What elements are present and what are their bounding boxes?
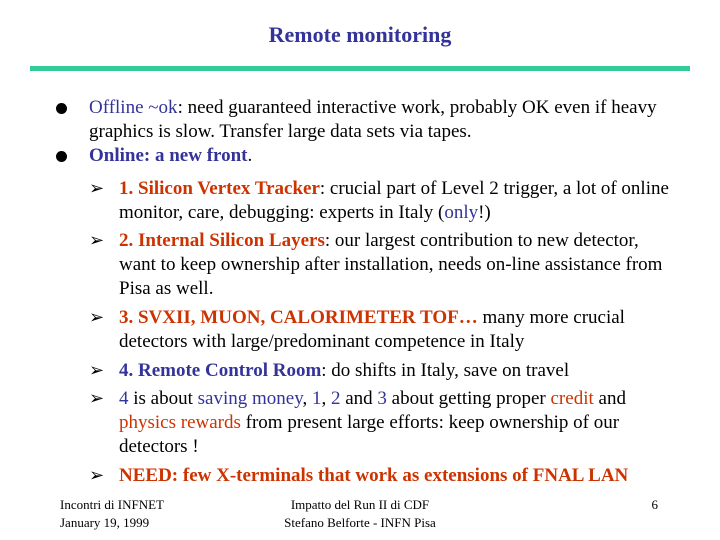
subbullet-isl [89, 229, 679, 301]
remote-control-label: 4. Remote Control Room [119, 360, 322, 381]
arrow-icon: ➢ [89, 388, 105, 409]
isl-text: : our largest contribution to new detector, want to keep ownership after installation, needs on-line assistance from Pisa as well. [119, 230, 663, 299]
svt-text: : crucial part of Level 2 trigger, a lot of online monitor, care, debugging: experts in Italy ( [119, 178, 669, 223]
svxii-text: many more crucial detectors with large/predominant competence in Italy [119, 307, 625, 352]
bullet-dot-icon [56, 151, 67, 162]
footer-center [0, 496, 720, 532]
online-text: . [247, 145, 253, 166]
saving-text-a: is about [128, 388, 198, 409]
saving-num-2: 2 [330, 388, 341, 409]
online-label: Online: a new front [89, 145, 248, 166]
footer-date: January 19, 1999 [60, 515, 150, 530]
saving-sep-1: , [302, 388, 312, 409]
bullet-online [89, 144, 689, 168]
saving-text-c: from present large efforts: keep ownership of our detectors ! [119, 412, 620, 457]
isl-label: 2. Internal Silicon Layers [119, 230, 325, 251]
footer-talk-title: Impatto del Run II di CDF [290, 497, 430, 512]
saving-text-b: about getting proper [386, 388, 551, 409]
saving-and: and [340, 388, 378, 409]
need-text: NEED: few X-terminals that work as extensions of FNAL LAN [119, 465, 629, 486]
subbullet-svt [89, 177, 679, 225]
svxii-label: 3. SVXII, MUON, CALORIMETER TOF… [119, 307, 478, 328]
arrow-icon: ➢ [89, 178, 105, 199]
bullet-offline [89, 96, 689, 144]
saving-num-4: 4 [119, 388, 129, 409]
arrow-icon: ➢ [89, 307, 105, 328]
footer-author: Stefano Belforte - INFN Pisa [284, 515, 436, 530]
offline-text: : need guaranteed interactive work, probably OK even if heavy graphics is slow. Transfer large data sets via tapes. [89, 97, 657, 142]
saving-num-1: 1 [311, 388, 322, 409]
subbullet-remote-control [89, 359, 679, 383]
saving-and-2: and [593, 388, 626, 409]
saving-physics-rewards: physics rewards [119, 412, 241, 433]
saving-sep-2: , [321, 388, 331, 409]
svt-tail: !) [478, 202, 491, 223]
bullet-dot-icon [56, 103, 67, 114]
saving-num-3: 3 [377, 388, 387, 409]
title-divider [30, 66, 690, 71]
page-number: 6 [651, 497, 658, 512]
saving-money: saving money [197, 388, 303, 409]
offline-label: Offline ~ok [89, 97, 178, 118]
page-title: Remote monitoring [268, 22, 452, 47]
subbullet-need [89, 464, 679, 488]
footer-event: Incontri di INFNET [60, 497, 164, 512]
arrow-icon: ➢ [89, 360, 105, 381]
subbullet-svxii [89, 306, 679, 354]
arrow-icon: ➢ [89, 465, 105, 486]
svt-label: 1. Silicon Vertex Tracker [119, 178, 320, 199]
saving-credit: credit [550, 388, 594, 409]
subbullet-saving [89, 387, 679, 459]
svt-only: only [444, 202, 479, 223]
arrow-icon: ➢ [89, 230, 105, 251]
remote-control-text: : do shifts in Italy, save on travel [321, 360, 570, 381]
